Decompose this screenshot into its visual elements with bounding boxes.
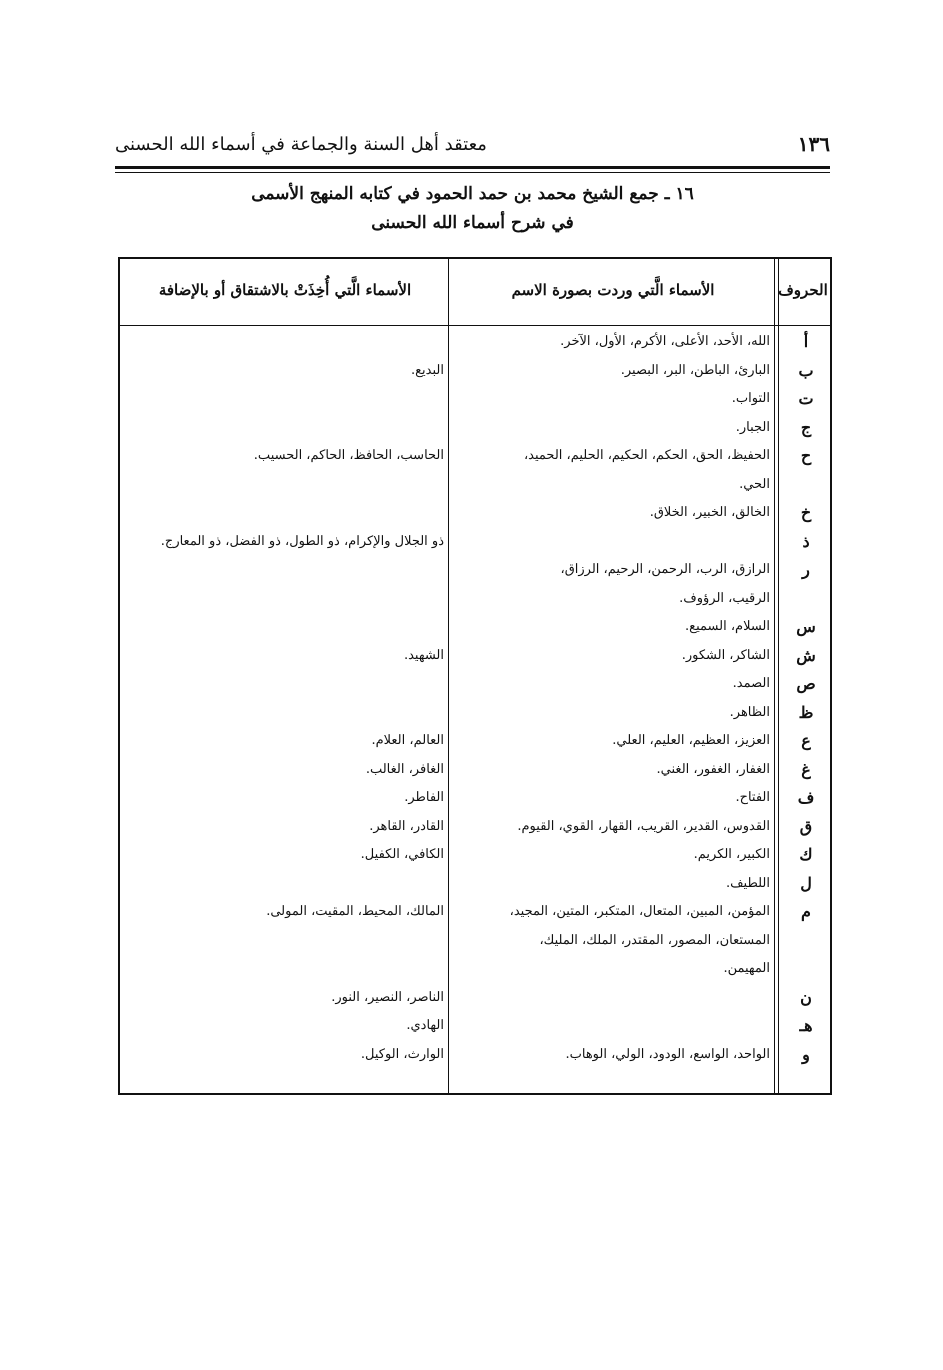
table-row — [120, 1041, 830, 1069]
row-derived: الناصر، النصير، النور. — [331, 989, 444, 1005]
header-derived: الأسماء الَّتي أُخِذَتْ بالاشتقاق أو بالإضافة — [158, 281, 412, 299]
header-names: الأسماء الَّتي وردت بصورة الاسم — [511, 281, 715, 299]
row-names: الخالق، الخبير، الخلاق. — [649, 505, 770, 520]
row-names: المستعان، المصور، المقتدر، الملك، المليك، — [539, 932, 770, 948]
section-title — [115, 180, 830, 238]
row-derived: الكافي، الكفيل. — [360, 847, 444, 862]
row-letter: ح — [800, 446, 812, 465]
row-names: الحفيظ، الحق، الحكم، الحكيم، الحليم، الحميد، — [523, 448, 770, 463]
row-names: الواحد، الواسع، الودود، الولي، الوهاب. — [565, 1046, 770, 1062]
row-letter: هـ — [799, 1016, 813, 1035]
row-names: الغفار، الغفور، الغني. — [656, 761, 770, 777]
table-row — [120, 927, 830, 955]
running-title: معتقد أهل السنة والجماعة في أسماء الله الحسنى — [115, 134, 487, 155]
table-row — [120, 556, 830, 584]
row-names: السلام، السميع. — [685, 619, 770, 634]
row-letter: ص — [796, 674, 816, 693]
row-names: العزيز، العظيم، العليم، العلي. — [612, 733, 770, 748]
row-letter: غ — [801, 759, 811, 779]
row-names: القدوس، القدير، القريب، القهار، القوي، القيوم. — [517, 818, 770, 834]
row-names: المهيمن. — [723, 961, 770, 976]
table-row — [120, 385, 830, 413]
table-row — [120, 328, 830, 356]
row-names: الشاكر، الشكور. — [681, 647, 770, 663]
row-letter: ن — [800, 987, 812, 1007]
table-row — [120, 699, 830, 727]
table-row — [120, 357, 830, 385]
row-letter: ف — [797, 788, 815, 807]
table-row — [120, 528, 830, 556]
page-number: ١٣٦ — [797, 132, 830, 156]
row-letter: ش — [796, 645, 816, 665]
row-letter: ج — [800, 417, 812, 437]
row-names: الصمد. — [732, 676, 770, 691]
row-names: اللطيف. — [725, 875, 770, 891]
table-row — [120, 471, 830, 499]
row-derived: الغافر، الغالب. — [365, 761, 444, 777]
row-names: الجبار. — [735, 419, 770, 435]
section-title-line2: في شرح أسماء الله الحسنى — [371, 213, 574, 233]
row-letter: ت — [798, 389, 814, 408]
row-letter: أ — [803, 332, 809, 351]
header-divider — [120, 325, 830, 326]
row-letter: ك — [799, 845, 813, 864]
section-title-line1: ١٦ ـ جمع الشيخ محمد بن حمد الحمود في كتابه المنهج الأسمى — [251, 184, 694, 204]
header-rule-thin — [115, 172, 830, 173]
row-letter: خ — [800, 503, 812, 522]
row-derived: القادر، القاهر. — [369, 818, 444, 834]
row-names: الرازق، الرب، الرحمن، الرحيم، الرزاق، — [560, 562, 770, 577]
table-row — [120, 813, 830, 841]
row-letter: ب — [798, 360, 814, 380]
row-names: الفتاح. — [735, 790, 770, 805]
row-letter: ع — [801, 731, 811, 750]
row-letter: ل — [800, 873, 812, 893]
row-names: المؤمن، المبين، المتعال، المتكبر، المتين، المجيد، — [509, 904, 770, 919]
header-rule-thick — [115, 166, 830, 169]
table-row — [120, 642, 830, 670]
row-names: التواب. — [731, 391, 770, 406]
row-letter: س — [796, 617, 816, 636]
table-row — [120, 613, 830, 641]
table-row — [120, 756, 830, 784]
row-derived: العالم، العلام. — [371, 733, 444, 748]
row-letter: ظ — [798, 702, 814, 722]
row-names: الكبير، الكريم. — [693, 847, 770, 862]
names-table — [118, 257, 832, 1095]
row-names: الرقيب، الرؤوف. — [679, 590, 770, 606]
row-derived: الحاسب، الحافظ، الحاكم، الحسيب. — [253, 448, 444, 463]
table-row — [120, 442, 830, 470]
table-row — [120, 955, 830, 983]
row-derived: البديع. — [411, 362, 444, 378]
table-row — [120, 499, 830, 527]
row-derived: الوارث، الوكيل. — [360, 1046, 444, 1062]
row-names: الظاهر. — [729, 704, 770, 720]
header-letters: الحروف — [778, 281, 828, 299]
table-row — [120, 414, 830, 442]
table-row — [120, 870, 830, 898]
row-names: الحي. — [739, 476, 770, 492]
page-header — [115, 132, 830, 162]
table-row — [120, 841, 830, 869]
table-row — [120, 784, 830, 812]
table-row — [120, 898, 830, 926]
table-row — [120, 585, 830, 613]
row-derived: المالك، المحيط، المقيت، المولى. — [266, 904, 444, 919]
table-row — [120, 984, 830, 1012]
row-letter: ق — [799, 816, 813, 836]
table-row — [120, 727, 830, 755]
table-row — [120, 670, 830, 698]
row-letter: ذ — [802, 531, 810, 551]
row-names: البارئ، الباطن، البر، البصير. — [620, 362, 770, 378]
table-row — [120, 1012, 830, 1040]
row-letter: و — [802, 1044, 810, 1064]
row-letter: م — [801, 902, 811, 921]
row-derived: ذو الجلال والإكرام، ذو الطول، ذو الفضل، ذو المعارج. — [160, 533, 444, 549]
row-derived: الفاطر. — [404, 790, 444, 805]
row-letter: ر — [802, 560, 810, 579]
row-derived: الهادي. — [406, 1018, 444, 1033]
row-names: الله، الأحد، الأعلى، الأكرم، الأول، الآخر. — [560, 334, 770, 349]
row-derived: الشهيد. — [403, 647, 444, 663]
